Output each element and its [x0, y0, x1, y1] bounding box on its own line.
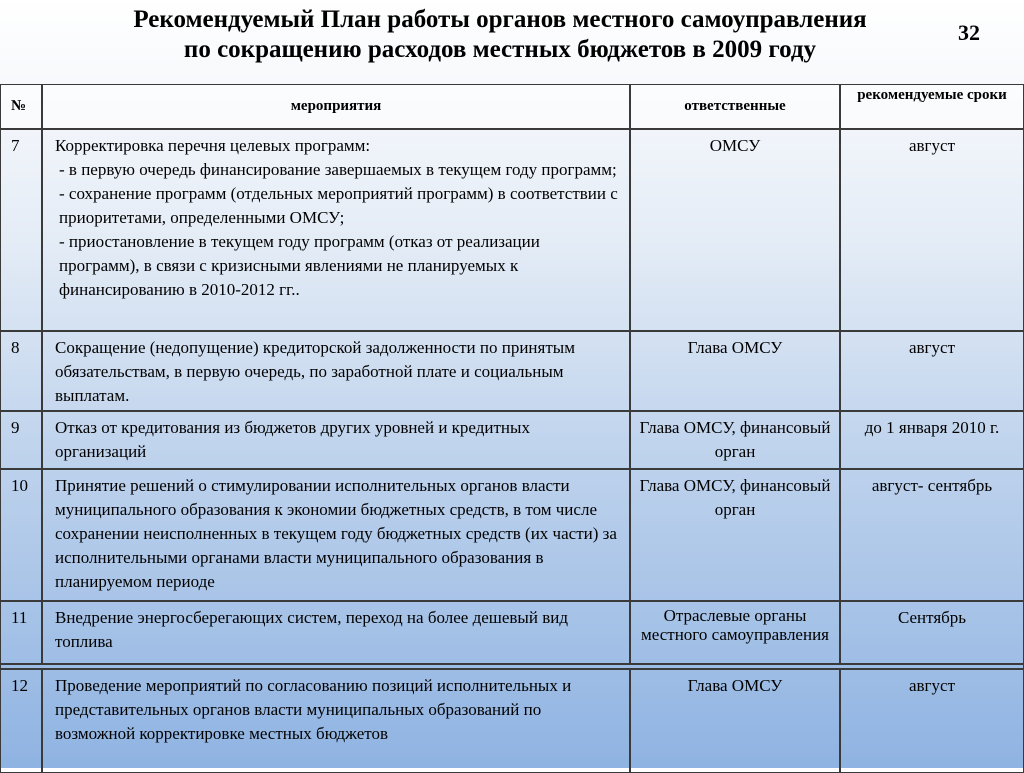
header-activity: мероприятия: [42, 84, 630, 129]
row-activity: Сокращение (недопущение) кредиторской задолженности по принятым обязательствам, в первую очередь, по заработной плате и социальным выплатам.: [42, 331, 630, 411]
activity-line: - в первую очередь финансирование завершаемых в текущем году программ;: [59, 160, 617, 179]
row-deadline: август- сентябрь: [840, 469, 1024, 601]
plan-table: [0, 84, 1024, 773]
page-number: 32: [958, 20, 980, 45]
row-activity: Принятие решений о стимулировании исполнительных органов власти муниципального образования к экономии бюджетных средств, в том числе сохранении неисполненных в текущем году бюджетных средств (их части) за исполнительными органами власти муниципального образования в планируемом периоде: [42, 469, 630, 601]
table-row: [0, 469, 1024, 601]
row-activity: Внедрение энергосберегающих систем, переход на более дешевый вид топлива: [42, 601, 630, 664]
row-responsible: Глава ОМСУ, финансовый орган: [630, 411, 840, 469]
row-num: 8: [0, 331, 42, 411]
table-row: [0, 411, 1024, 469]
table-row: [0, 331, 1024, 411]
activity-line: Корректировка перечня целевых программ:: [55, 136, 371, 155]
row-deadline: август: [840, 669, 1024, 773]
row-responsible: ОМСУ: [630, 129, 840, 331]
title-line-2: по сокращению расходов местных бюджетов в 2009 году: [183, 36, 817, 63]
row-deadline: до 1 января 2010 г.: [840, 411, 1024, 469]
header-num: №: [0, 84, 42, 129]
row-num: 12: [0, 669, 42, 773]
row-num: 10: [0, 469, 42, 601]
row-responsible: Отраслевые органы местного самоуправления: [630, 601, 840, 664]
row-num: 9: [0, 411, 42, 469]
activity-line: - приостановление в текущем году программ (отказ от реализации программ), в связи с кризисными явлениями не планируемых к финансированию в 2010-2012 гг..: [59, 232, 540, 299]
row-deadline: Сентябрь: [840, 601, 1024, 664]
row-responsible: Глава ОМСУ: [630, 331, 840, 411]
title-line-1: Рекомендуемый План работы органов местного самоуправления: [133, 6, 867, 33]
row-activity: [42, 129, 630, 331]
activity-line: - сохранение программ (отдельных мероприятий программ) в соответствии с приоритетами, определенными ОМСУ;: [59, 184, 618, 227]
row-responsible: Глава ОМСУ: [630, 669, 840, 773]
row-num: 11: [0, 601, 42, 664]
row-responsible: Глава ОМСУ, финансовый орган: [630, 469, 840, 601]
row-deadline: август: [840, 129, 1024, 331]
row-activity: Отказ от кредитования из бюджетов других уровней и кредитных организаций: [42, 411, 630, 469]
row-activity: Проведение мероприятий по согласованию позиций исполнительных и представительных органов власти муниципальных образований по возможной корректировке местных бюджетов: [42, 669, 630, 773]
table-row: [0, 601, 1024, 664]
header-row: [0, 84, 1024, 129]
row-num: 7: [0, 129, 42, 331]
row-deadline: август: [840, 331, 1024, 411]
table-row: [0, 669, 1024, 773]
table-row: [0, 129, 1024, 331]
slide-title: [60, 5, 940, 65]
header-deadline: рекомендуемые сроки: [840, 84, 1024, 129]
header-responsible: ответственные: [630, 84, 840, 129]
